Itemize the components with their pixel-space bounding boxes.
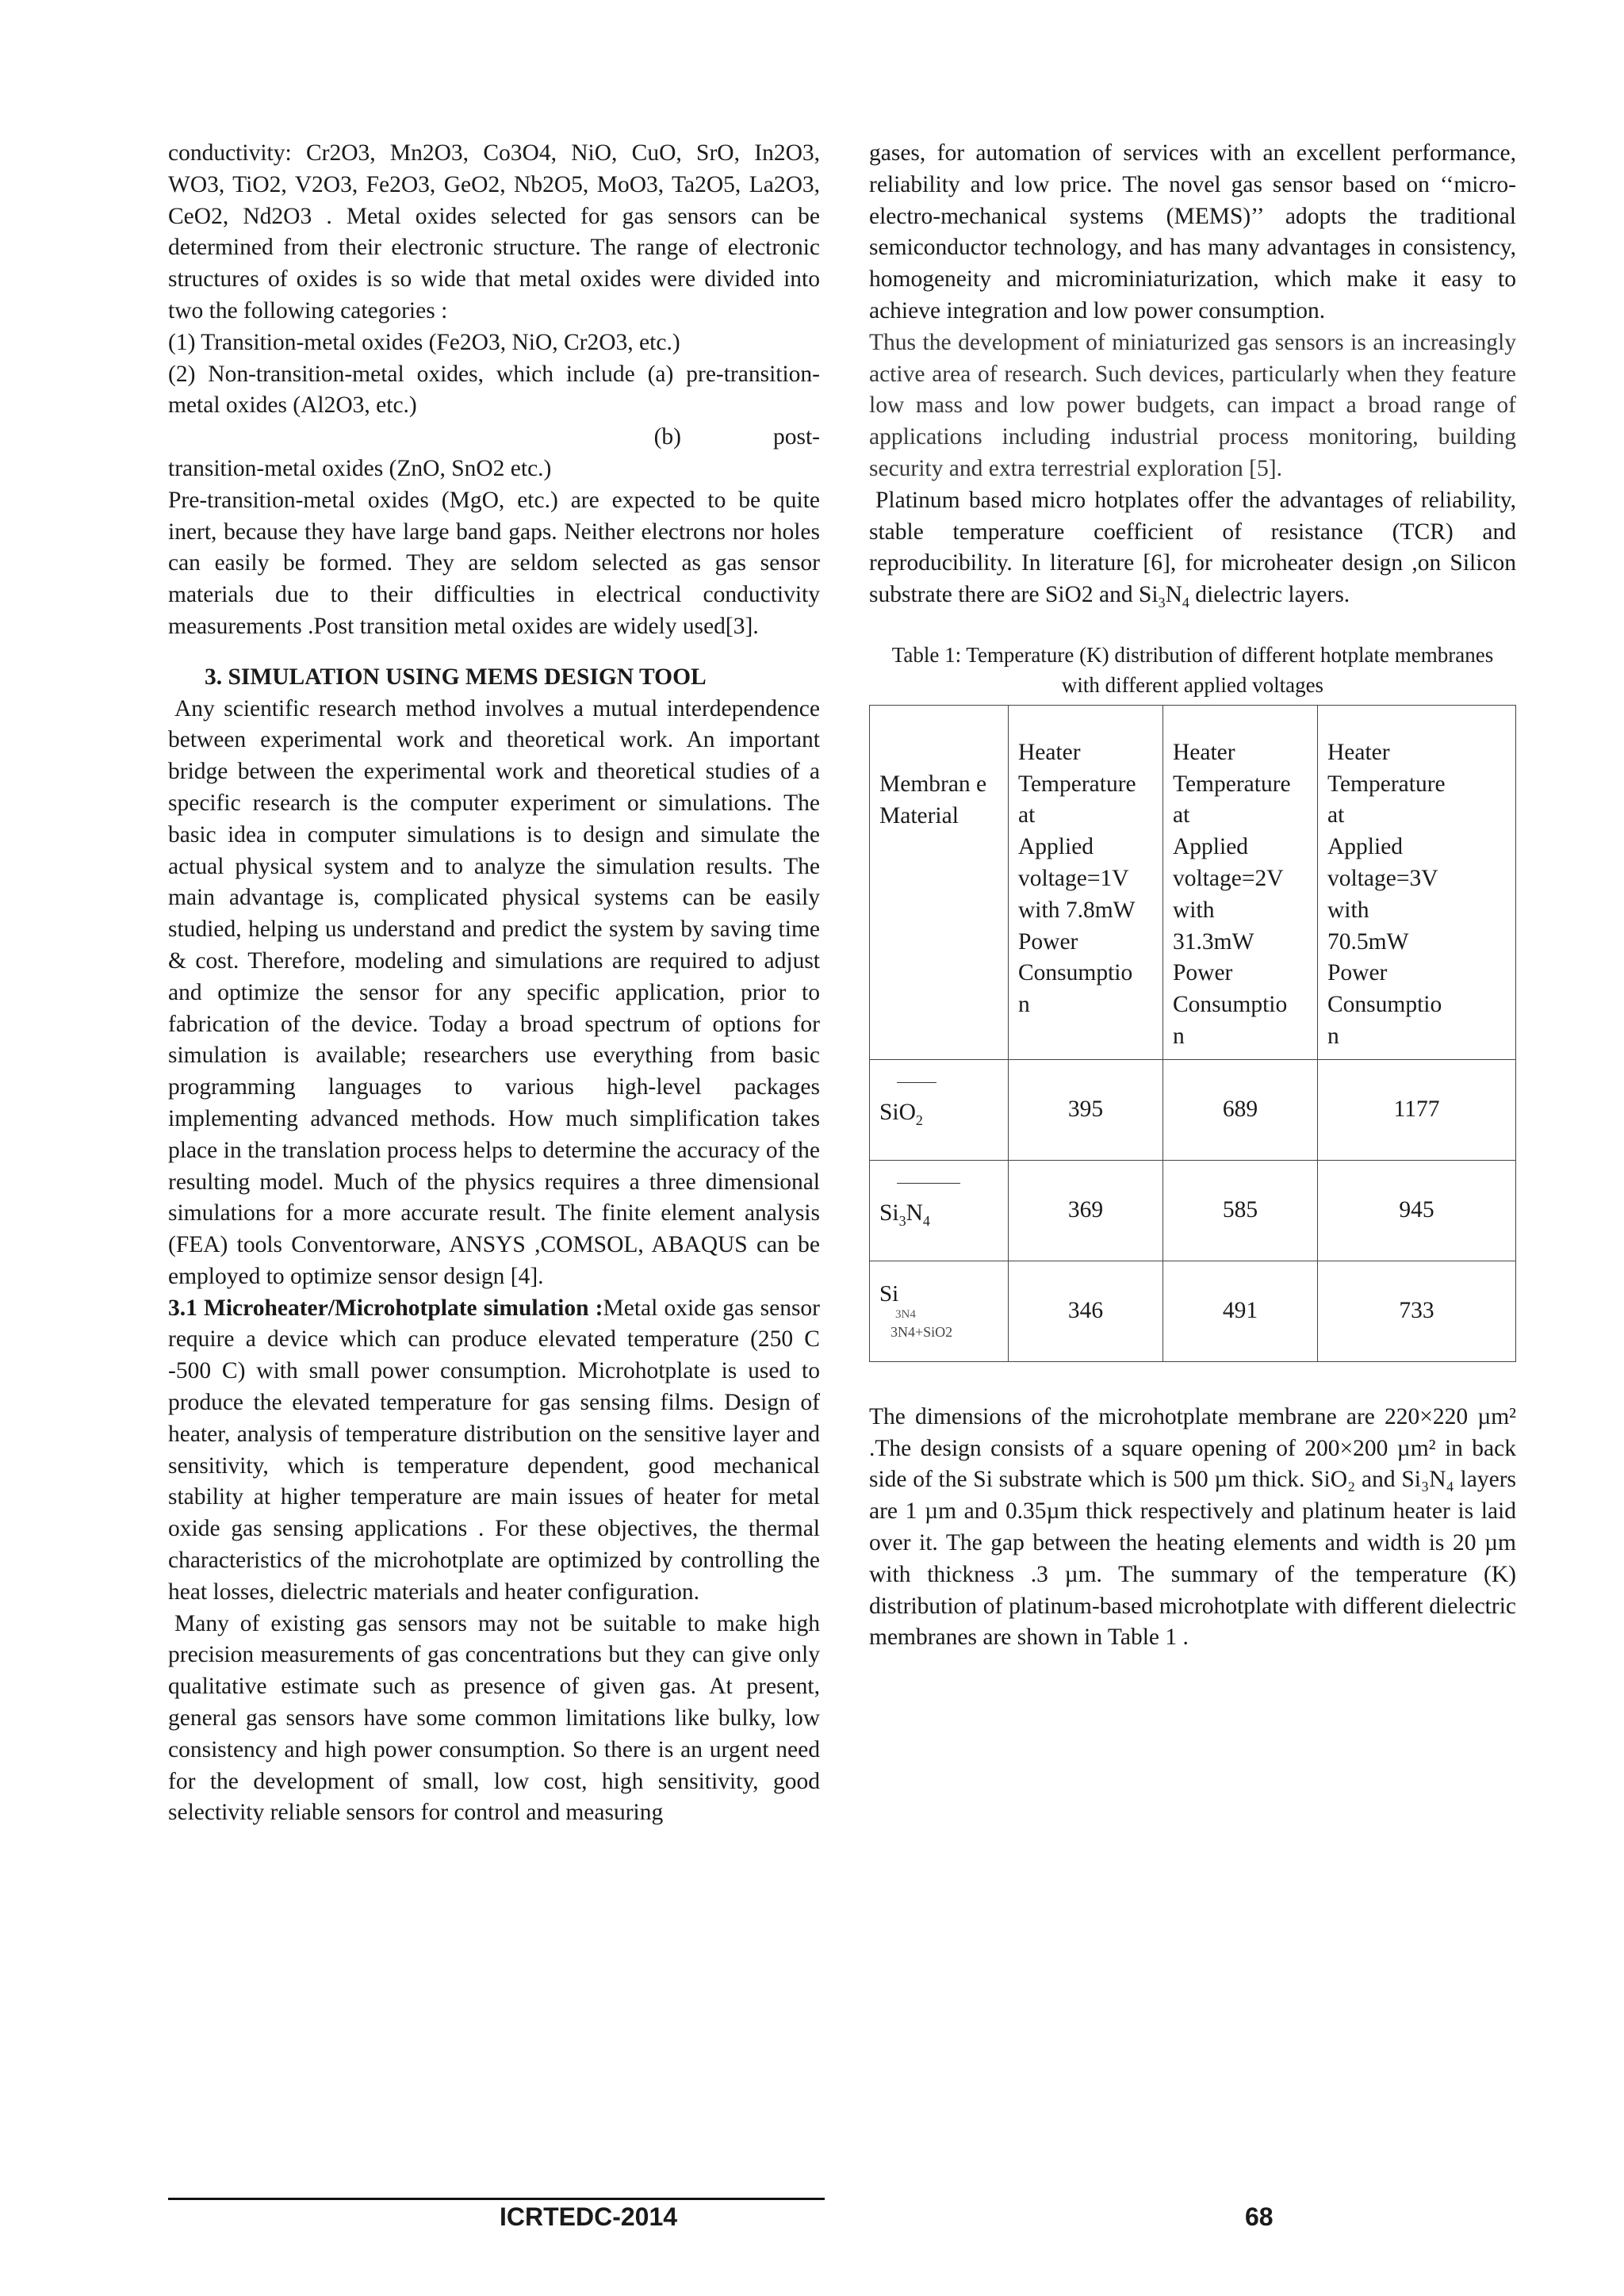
paragraph-microheater <box>168 1293 820 1609</box>
paragraph-dimensions: The dimensions of the microhotplate membrane are 220×220 µm² .The design consists of a square opening of 200×200 µm² in back side of the Si substrate which is 500 µm thick. SiO₂ and Si₃N₄ layers are 1 µm and 0.35µm thick respectively and platinum heater is laid over it. The gap between the heating elements and width is 20 µm with thickness .3 µm. The summary of the temperature (K) distribution of platinum-based microhotplate with different dielectric membranes are shown in Table 1 . <box>869 1403 1516 1651</box>
paragraph-oxides-list: conductivity: Cr2O3, Mn2O3, Co3O4, NiO, CuO, SrO, In2O3, WO3, TiO2, V2O3, Fe2O3, GeO2, Nb2O5, MoO3, Ta2O5, La2O3, CeO2, Nd2O3 . Metal oxides selected for gas sensors can be determined from their electronic structure. The range of electronic structures of oxides is so wide that metal oxides were divided into two the following categories : <box>168 140 820 323</box>
paragraph-mems: gases, for automation of services with an excellent performance, reliability and low price. The novel gas sensor based on ‘‘micro-electro-mechanical systems (MEMS)’’ adopts the traditional semiconductor technology, and has many advantages in consistency, homogeneity and microminiaturization, which make it easy to achieve integration and low power consumption. <box>869 140 1516 323</box>
table-header-row <box>870 705 1516 1059</box>
paragraph-limitations: Many of existing gas sensors may not be suitable to make high precision measurements of gas concentrations but they can give only qualitative estimate such as presence of given gas. At present, general gas sensors have some common limitations like bulky, low consistency and high power consumption. So there is an urgent need for the development of small, low cost, high sensitivity, good selectivity reliable sensors for control and measuring <box>168 1610 820 1826</box>
temperature-table <box>869 705 1516 1362</box>
cell-value: 395 <box>1009 1059 1163 1160</box>
category-2b-post: post- <box>773 424 820 450</box>
table-row <box>870 1160 1516 1261</box>
table-caption: Table 1: Temperature (K) distribution of different hotplate membranes with different applied voltages <box>891 642 1494 697</box>
row-material-sio2: SiO$_2$ <box>870 1059 1009 1160</box>
cell-value: 945 <box>1318 1160 1516 1261</box>
paragraph-miniaturized: Thus the development of miniaturized gas sensors is an increasingly active area of research. Such devices, particularly when they feature low mass and low power budgets, can impact a broad range of applications including industrial process monitoring, building security and extra terrestrial exploration [5]. <box>869 329 1516 481</box>
cell-value: 585 <box>1163 1160 1318 1261</box>
section-3-1-heading: 3.1 Microheater/Microhotplate simulation : <box>168 1295 603 1321</box>
paragraph-pre-transition: Pre-transition-metal oxides (MgO, etc.) are expected to be quite inert, because they have large band gaps. Neither electrons nor holes can easily be formed. They are seldom selected as gas sensor materials due to their difficulties in electrical conductivity measurements .Post transition metal oxides are widely used[3]. <box>168 487 820 639</box>
row-material-si3n4: $Si_3N_4$ <box>870 1160 1009 1261</box>
header-2v: Heater Temperature at Applied voltage=2V with 31.3mW Power Consumptio n <box>1163 705 1318 1059</box>
row-material-si3n4-sio2: Si 3N4 3N4+SiO2 <box>870 1261 1009 1361</box>
category-2: (2) Non-transition-metal oxides, which include (a) pre-transition-metal oxides (Al2O3, etc.) <box>168 361 820 419</box>
table-row <box>870 1261 1516 1361</box>
cell-value: 733 <box>1318 1261 1516 1361</box>
header-3v: Heater Temperature at Applied voltage=3V with 70.5mW Power Consumptio n <box>1318 705 1516 1059</box>
cell-value: 491 <box>1163 1261 1318 1361</box>
cell-value: 689 <box>1163 1059 1318 1160</box>
header-1v: Heater Temperature at Applied voltage=1V with 7.8mW Power Consumptio n <box>1009 705 1163 1059</box>
page-number: 68 <box>1245 2202 1274 2231</box>
paragraph-platinum: Platinum based micro hotplates offer the advantages of reliability, stable temperature coefficient of resistance (TCR) and reproducibility. In literature [6], for microheater design ,on Silicon substrate there are SiO2 and $Si_3N_4$ dielectric layers. <box>869 487 1516 611</box>
paragraph-simulation: Any scientific research method involves a mutual interdependence between experimental work and theoretical work. An important bridge between the experimental work and theoretical studies of a specific research is the computer experiment or simulations. The basic idea in computer simulations is to design and simulate the actual physical system and to analyze the simulation results. The main advantage is, complicated physical systems can be easily studied, helping us understand and predict the system by saving time & cost. Therefore, modeling and simulations are required to adjust and optimize the sensor for any specific application, prior to fabrication of the device. Today a broad spectrum of options for simulation is available; researchers use everything from basic programming languages to various high-level packages implementing advanced methods. How much simplification takes place in the translation process helps to determine the accuracy of the resulting model. Much of the physics requires a three dimensional simulations for a more accurate result. The finite element analysis (FEA) tools Conventorware, ANSYS ,COMSOL, ABAQUS can be employed to optimize sensor design [4]. <box>168 695 820 1289</box>
left-column <box>168 138 820 1829</box>
cell-value: 346 <box>1009 1261 1163 1361</box>
category-2b-continued: transition-metal oxides (ZnO, SnO2 etc.) <box>168 455 552 481</box>
header-membrane-material: Membran e Material <box>870 705 1009 1059</box>
footer-conference: ICRTEDC-2014 <box>500 2202 678 2231</box>
cell-value: 369 <box>1009 1160 1163 1261</box>
cell-value: 1177 <box>1318 1059 1516 1160</box>
category-2b <box>168 422 820 453</box>
category-2b-label: (b) <box>653 424 681 450</box>
right-column <box>869 138 1516 1654</box>
footer-divider <box>168 2198 825 2200</box>
paragraph-microheater-text: Metal oxide gas sensor require a device which can produce elevated temperature (250 C -500 C) with small power consumption. Microhotplate is used to produce the elevated temperature for gas sensing films. Design of heater, analysis of temperature distribution on the sensitive layer and sensitivity, which is temperature dependent, good mechanical stability at higher temperature are main issues of heater for metal oxide gas sensing applications . For these objectives, the thermal characteristics of the microhotplate are optimized by controlling the heat losses, dielectric materials and heater configuration. <box>168 1295 820 1605</box>
table-row <box>870 1059 1516 1160</box>
section-3-heading: 3. SIMULATION USING MEMS DESIGN TOOL <box>205 664 707 690</box>
category-1: (1) Transition-metal oxides (Fe2O3, NiO, Cr2O3, etc.) <box>168 329 680 355</box>
